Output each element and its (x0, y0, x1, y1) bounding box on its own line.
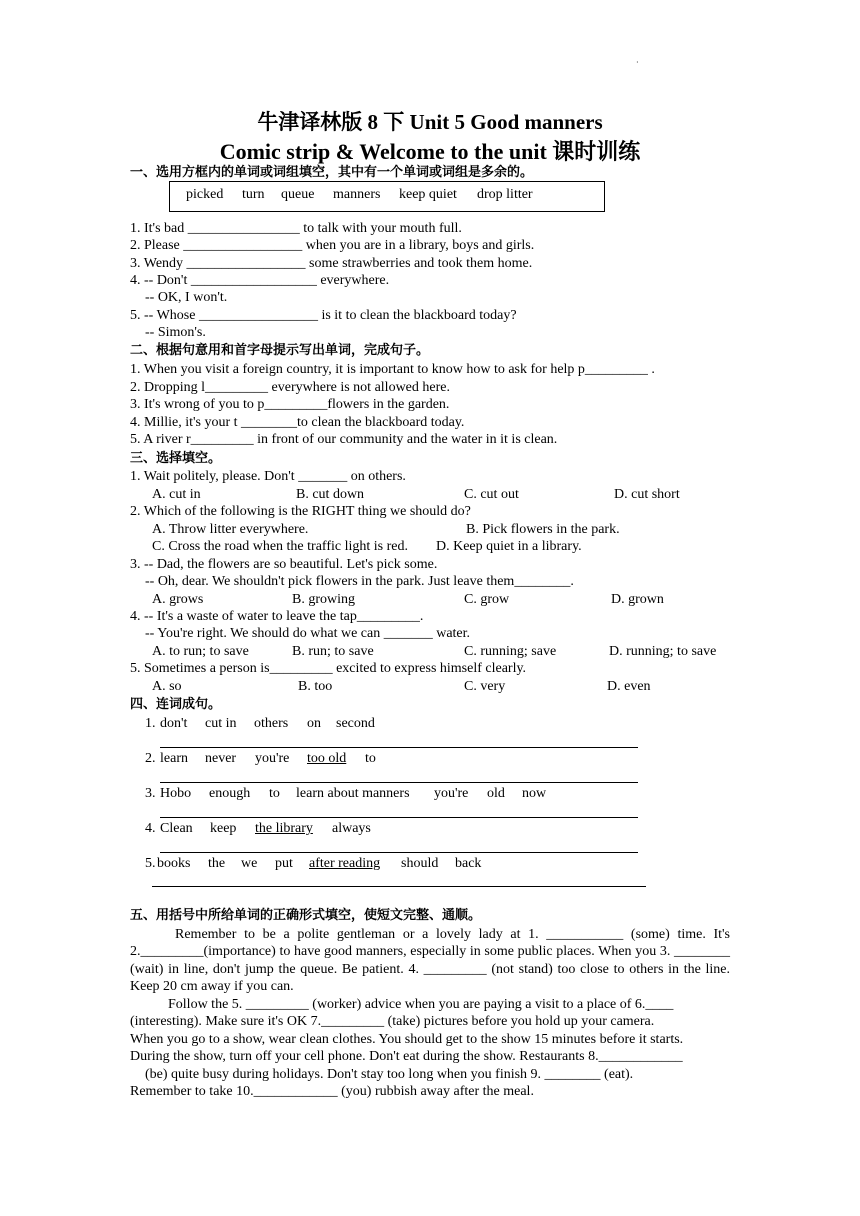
item-number: 1. (145, 716, 156, 731)
word-box-word: manners (333, 187, 381, 202)
word: learn (160, 751, 188, 766)
option: B. run; to save (292, 644, 374, 659)
answer-line (152, 886, 646, 887)
passage-line: During the show, turn off your cell phone. Don't eat during the show. Restaurants 8.____________ (130, 1049, 683, 1064)
reorder-item (145, 715, 375, 732)
option: B. cut down (296, 487, 365, 502)
answer-line (160, 782, 638, 783)
question-stem: 2. Which of the following is the RIGHT thing we should do? (130, 504, 471, 519)
word: back (455, 856, 482, 871)
section2-item: 3. It's wrong of you to p_________flowers in the garden. (130, 397, 450, 412)
word-box-word: keep quiet (399, 187, 457, 202)
section1-item: 2. Please _________________ when you are in a library, boys and girls. (130, 238, 535, 253)
option: D. running; to save (609, 644, 717, 659)
item-number: 2. (145, 751, 156, 766)
option: C. cut out (464, 487, 519, 502)
section2-heading: 二、根据句意用和首字母提示写出单词，完成句子。 (130, 343, 430, 358)
word: put (275, 856, 293, 871)
question-stem: 3. -- Dad, the flowers are so beautiful. Let's pick some. (130, 557, 438, 572)
question-stem: 5. Sometimes a person is_________ excited to express himself clearly. (130, 661, 527, 676)
option: C. running; save (464, 644, 557, 659)
option: B. too (298, 679, 333, 694)
page-subtitle: Comic strip & Welcome to the unit 课时训练 (219, 139, 641, 164)
word: books (157, 856, 191, 871)
word: don't (160, 716, 188, 731)
word: you're (255, 751, 290, 766)
question-stem: -- You're right. We should do what we can _______ water. (145, 626, 471, 641)
passage-line: (be) quite busy during holidays. Don't stay too long when you finish 9. ________ (eat). (145, 1067, 634, 1082)
reorder-item (145, 750, 376, 767)
option: A. cut in (152, 487, 201, 502)
option: B. Pick flowers in the park. (466, 522, 620, 537)
word: old (487, 786, 505, 801)
item-number: 4. (145, 821, 156, 836)
word: learn about manners (296, 786, 410, 801)
word: keep (210, 821, 237, 836)
section1-item: -- Simon's. (145, 325, 206, 340)
word: we (241, 856, 258, 871)
option: D. even (607, 679, 651, 694)
section1-heading: 一、选用方框内的单词或词组填空，其中有一个单词或词组是多余的。 (130, 165, 534, 180)
answer-line (160, 852, 638, 853)
word: Clean (160, 821, 193, 836)
word: the (208, 856, 226, 871)
section4-heading: 四、连词成句。 (130, 697, 222, 712)
section5-heading: 五、用括号中所给单词的正确形式填空，使短文完整、通顺。 (130, 908, 482, 923)
word: always (332, 821, 371, 836)
word: Hobo (160, 786, 192, 801)
word: enough (209, 786, 251, 801)
word: to (269, 786, 280, 801)
question-stem: 4. -- It's a waste of water to leave the tap_________. (130, 609, 424, 624)
option: B. growing (292, 592, 355, 607)
word: second (336, 716, 375, 731)
section2-item: 5. A river r_________ in front of our community and the water in it is clean. (130, 432, 558, 447)
reorder-item (145, 820, 371, 837)
reorder-item (145, 785, 547, 802)
section1-item: 3. Wendy _________________ some strawberries and took them home. (130, 256, 533, 271)
word: others (254, 716, 289, 731)
word: on (307, 716, 321, 731)
option: D. Keep quiet in a library. (436, 539, 582, 554)
word-box-word: queue (281, 187, 315, 202)
item-number: 5. (145, 856, 156, 871)
passage-line: (interesting). Make sure it's OK 7._________ (take) pictures before you hold up your camera. (130, 1014, 655, 1029)
option: A. so (152, 679, 182, 694)
option: C. grow (464, 592, 510, 607)
section1-item: 1. It's bad ________________ to talk with your mouth full. (130, 221, 462, 236)
option: D. grown (611, 592, 664, 607)
passage-line: When you go to a show, wear clean clothes. You should get to the show 15 minutes before it starts. (130, 1032, 684, 1047)
item-number: 3. (145, 786, 156, 801)
word: should (401, 856, 439, 871)
word: the library (255, 821, 313, 836)
word: after reading (309, 856, 381, 871)
word: you're (434, 786, 469, 801)
page-dot: · (636, 58, 639, 67)
passage-line: Remember to take 10.____________ (you) rubbish away after the meal. (130, 1084, 534, 1099)
section1-item: 5. -- Whose _________________ is it to clean the blackboard today? (130, 308, 517, 323)
reorder-item (145, 855, 482, 872)
word-box-word: turn (242, 187, 265, 202)
word: never (205, 751, 237, 766)
section2-item: 4. Millie, it's your t ________to clean the blackboard today. (130, 415, 465, 430)
section2-item: 1. When you visit a foreign country, it is important to know how to ask for help p_________ . (130, 362, 655, 377)
option: C. Cross the road when the traffic light is red. (152, 539, 408, 554)
question-stem: 1. Wait politely, please. Don't _______ on others. (130, 469, 406, 484)
question-stem: -- Oh, dear. We shouldn't pick flowers in the park. Just leave them________. (145, 574, 574, 589)
section2-item: 2. Dropping l_________ everywhere is not allowed here. (130, 380, 450, 395)
answer-line (160, 817, 638, 818)
option: C. very (464, 679, 506, 694)
word: now (522, 786, 547, 801)
section1-item: 4. -- Don't __________________ everywhere. (130, 273, 390, 288)
word-box-word: drop litter (477, 187, 533, 202)
option: A. to run; to save (152, 644, 249, 659)
option: D. cut short (614, 487, 680, 502)
page-title: 牛津译林版 8 下 Unit 5 Good manners (257, 110, 603, 134)
answer-line (160, 747, 638, 748)
word: cut in (205, 716, 237, 731)
option: A. grows (152, 592, 204, 607)
word: too old (307, 751, 347, 766)
word: to (365, 751, 376, 766)
section3-heading: 三、选择填空。 (130, 451, 222, 466)
word-box-word: picked (186, 187, 224, 202)
option: A. Throw litter everywhere. (152, 522, 309, 537)
passage-paragraph: Remember to be a polite gentleman or a lovely lady at 1. ___________ (some) time. It's 2._________(importance) to have good manners, especially in some public places. When you 3. ________ (wait) in line, don't jump the queue. Be patient. 4. _________ (not stand) too close to others in the line. Keep 20 cm away if you can. (130, 927, 730, 995)
section1-item: -- OK, I won't. (145, 290, 228, 305)
word-box (169, 181, 605, 212)
passage-line: Follow the 5. _________ (worker) advice when you are paying a visit to a place of 6.____ (168, 997, 674, 1012)
